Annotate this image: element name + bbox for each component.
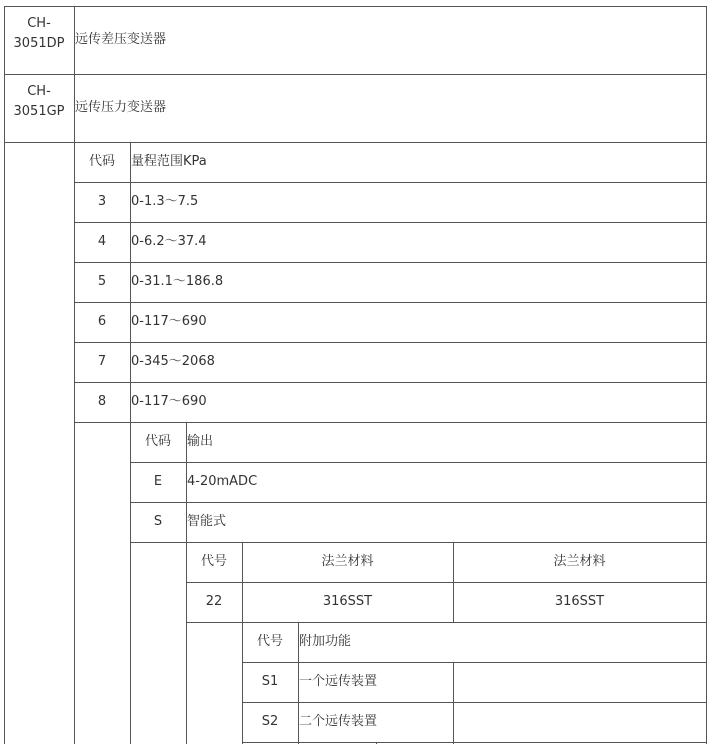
range-header-code: 代码 [88,154,115,169]
extra-header-code: 代号 [256,634,283,649]
model-code-line2: 3051DP [13,36,65,51]
model-desc: 远传压力变送器 [75,100,167,115]
model-code-line1: CH- [27,84,51,99]
range-value: 0-1.3～7.5 [131,194,199,209]
range-code: 6 [97,314,107,329]
flange-col2: 316SST [554,594,605,609]
model-code [4,17,74,57]
output-value: 4-20mADC [187,474,258,489]
model-desc: 远传差压变送器 [75,32,167,47]
range-code: 5 [97,274,107,289]
range-value: 0-117～690 [131,394,207,409]
range-code: 8 [97,394,107,409]
range-header-label: 量程范围KPa [131,154,207,169]
extra-value: 一个远传装置 [299,674,378,689]
output-value: 智能式 [187,514,227,529]
range-code: 3 [97,194,107,209]
range-value: 0-6.2～37.4 [131,234,207,249]
range-code: 4 [97,234,107,249]
model-code-line1: CH- [27,16,51,31]
range-value: 0-31.1～186.8 [131,274,224,289]
range-code: 7 [97,354,107,369]
model-code [4,85,74,125]
output-header-label: 输出 [187,434,214,449]
range-value: 0-117～690 [131,314,207,329]
flange-header-code: 代号 [200,554,227,569]
output-code: S [153,514,163,529]
flange-code: 22 [205,594,223,609]
flange-col1: 316SST [322,594,373,609]
output-header-code: 代码 [144,434,171,449]
extra-code: S1 [261,674,279,689]
extra-header-label: 附加功能 [299,634,352,649]
flange-header-col2: 法兰材料 [553,554,606,569]
range-value: 0-345～2068 [131,354,215,369]
extra-value: 二个远传装置 [299,714,378,729]
extra-code: S2 [261,714,279,729]
flange-header-col1: 法兰材料 [321,554,374,569]
model-code-line2: 3051GP [13,104,65,119]
output-code: E [153,474,163,489]
